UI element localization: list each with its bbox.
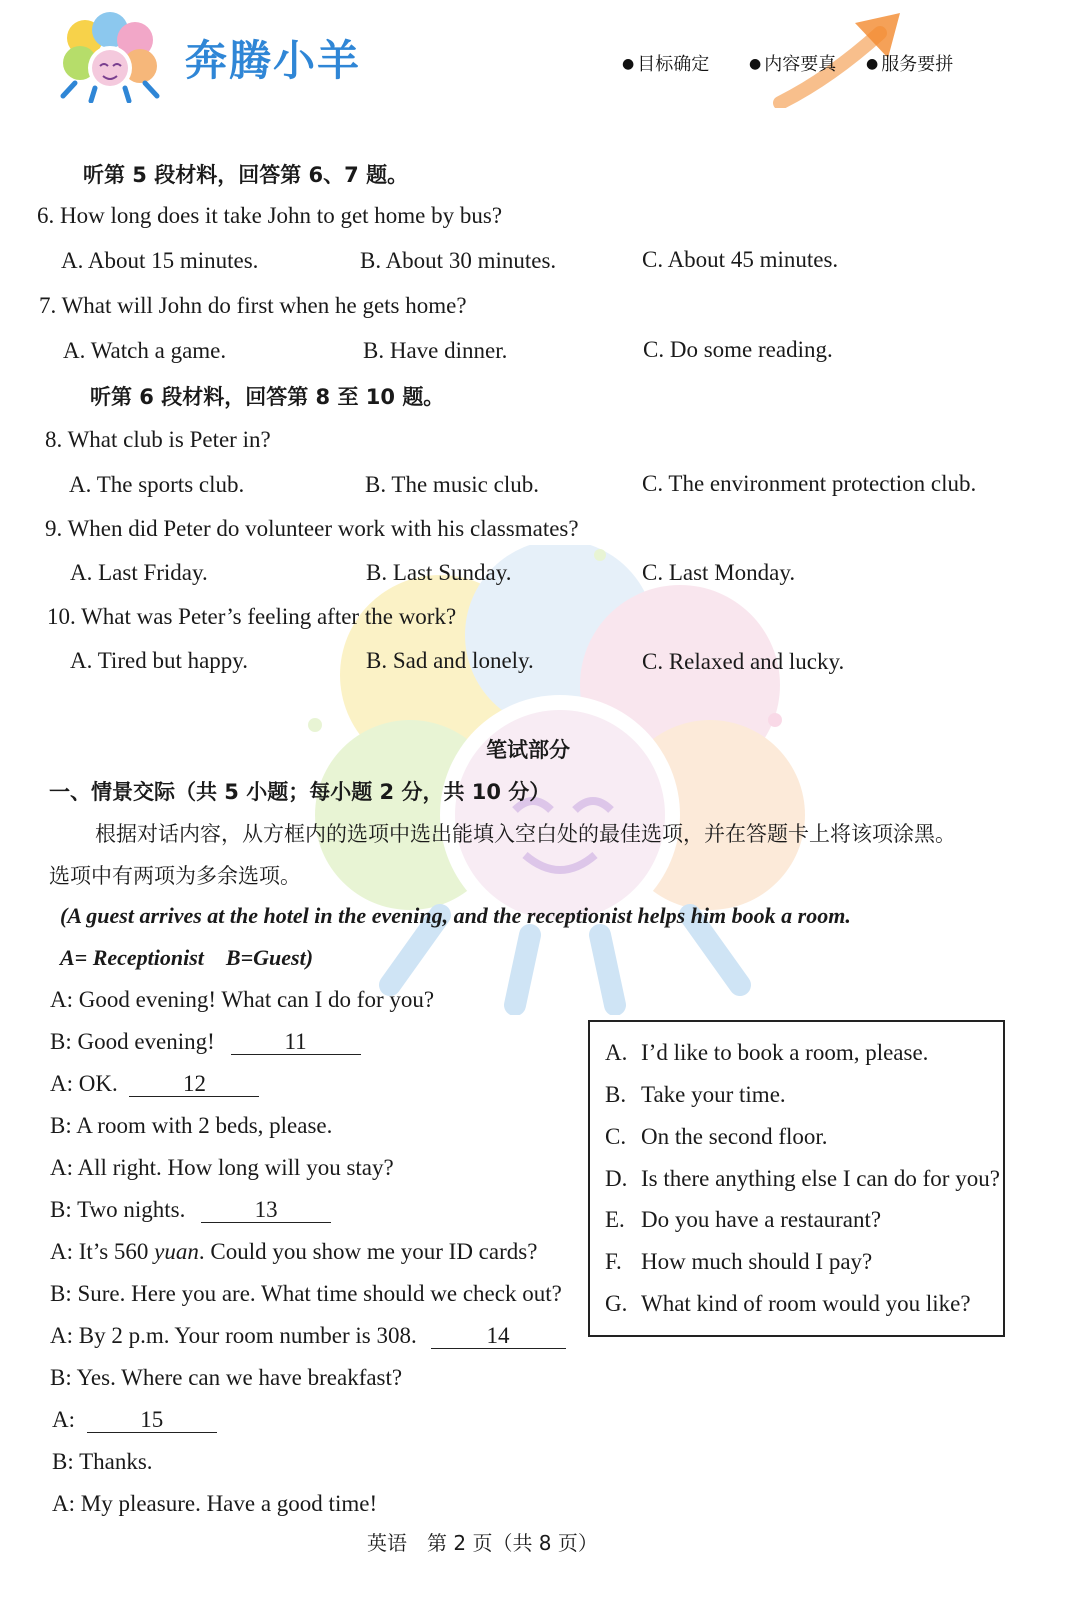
q10-option-c: C. Relaxed and lucky. — [642, 649, 845, 674]
dialogue-text: A: OK. — [50, 1071, 118, 1096]
q6-stem: 6. How long does it take John to get home by bus? — [37, 203, 503, 228]
q9-option-a: A. Last Friday. — [70, 560, 208, 585]
q8-stem: 8. What club is Peter in? — [45, 427, 271, 452]
option-letter: F. — [605, 1249, 622, 1274]
dialogue-line: B: Yes. Where can we have breakfast? — [50, 1365, 403, 1390]
q10-stem: 10. What was Peter’s feeling after the work? — [47, 604, 457, 629]
option-f — [605, 1249, 872, 1275]
option-b — [605, 1082, 786, 1108]
q6-option-b: B. About 30 minutes. — [360, 248, 557, 273]
blank-13[interactable]: 13 — [201, 1198, 331, 1223]
option-letter: D. — [605, 1166, 628, 1191]
option-a — [605, 1040, 928, 1066]
dialogue-line — [50, 1071, 259, 1097]
dialogue-line: A: Good evening! What can I do for you? — [50, 987, 435, 1012]
instruction-line1: 根据对话内容，从方框内的选项中选出能填入空白处的最佳选项，并在答题卡上将该项涂黑。 — [95, 822, 956, 846]
brand-name: 奔腾小羊 — [185, 36, 362, 85]
dialogue-line: B: Thanks. — [52, 1449, 153, 1474]
q7-option-b: B. Have dinner. — [363, 338, 508, 363]
q8-option-b: B. The music club. — [365, 472, 539, 497]
option-text: I’d like to book a room, please. — [641, 1040, 929, 1065]
q10-option-a: A. Tired but happy. — [70, 648, 249, 673]
blank-11[interactable]: 11 — [231, 1030, 361, 1055]
dialogue-line: B: A room with 2 beds, please. — [50, 1113, 333, 1138]
instruction-line2: 选项中有两项为多余选项。 — [49, 864, 301, 888]
option-text: How much should I pay? — [641, 1249, 873, 1274]
dialogue-text-yuan: yuan — [154, 1239, 199, 1264]
q8-option-a: A. The sports club. — [69, 472, 245, 497]
written-section-title: 笔试部分 — [486, 738, 570, 762]
roles-text: A= Receptionist B=Guest) — [60, 945, 314, 970]
dialogue-line — [50, 1239, 537, 1265]
tag-service: ● 服务要拼 — [866, 50, 953, 76]
section5-heading: 听第 5 段材料，回答第 6、7 题。 — [83, 163, 409, 187]
option-text: Take your time. — [641, 1082, 786, 1107]
dialogue-line: A: My pleasure. Have a good time! — [52, 1491, 378, 1516]
dialogue-text: A: It’s 560 — [50, 1239, 155, 1264]
dialogue-line — [50, 1029, 361, 1055]
dialogue-line — [50, 1323, 566, 1349]
option-c — [605, 1124, 828, 1150]
q6-option-c: C. About 45 minutes. — [642, 247, 839, 272]
option-e — [605, 1207, 881, 1233]
q7-option-c: C. Do some reading. — [643, 337, 833, 362]
dialogue-line — [52, 1407, 217, 1433]
tag-content: ● 内容要真 — [749, 50, 836, 76]
option-letter: C. — [605, 1124, 627, 1149]
blank-14[interactable]: 14 — [431, 1324, 566, 1349]
dialogue-line — [50, 1197, 331, 1223]
q10-option-b: B. Sad and lonely. — [366, 648, 534, 673]
dialogue-text: B: Good evening! — [50, 1029, 215, 1054]
section6-heading: 听第 6 段材料，回答第 8 至 10 题。 — [90, 385, 445, 409]
dialogue-text: B: Two nights. — [50, 1197, 186, 1222]
option-g — [605, 1291, 971, 1317]
option-text: Is there anything else I can do for you? — [641, 1166, 1000, 1191]
q7-stem: 7. What will John do first when he gets home? — [39, 293, 467, 318]
q9-stem: 9. When did Peter do volunteer work with his classmates? — [45, 516, 579, 541]
dialogue-line: A: All right. How long will you stay? — [50, 1155, 394, 1180]
part1-heading: 一、情景交际（共 5 小题；每小题 2 分，共 10 分） — [49, 780, 551, 804]
blank-12[interactable]: 12 — [129, 1072, 259, 1097]
tag-goal: ● 目标确定 — [622, 50, 709, 76]
dialogue-text: A: — [52, 1407, 75, 1432]
page-footer: 英语 第 2 页（共 8 页） — [367, 1531, 598, 1555]
option-text: On the second floor. — [641, 1124, 828, 1149]
dialogue-text: A: By 2 p.m. Your room number is 308. — [50, 1323, 417, 1348]
option-letter: E. — [605, 1207, 625, 1232]
option-letter: G. — [605, 1291, 628, 1316]
dialogue-text: . Could you show me your ID cards? — [198, 1239, 538, 1264]
option-text: What kind of room would you like? — [641, 1291, 971, 1316]
q9-option-c: C. Last Monday. — [642, 560, 796, 585]
option-text: Do you have a restaurant? — [641, 1207, 882, 1232]
dialogue-line: B: Sure. Here you are. What time should we check out? — [50, 1281, 562, 1306]
brand-logo-icon — [55, 8, 165, 103]
q8-option-c: C. The environment protection club. — [642, 471, 977, 496]
q9-option-b: B. Last Sunday. — [366, 560, 512, 585]
option-letter: B. — [605, 1082, 627, 1107]
blank-15[interactable]: 15 — [87, 1408, 217, 1433]
option-letter: A. — [605, 1040, 628, 1065]
option-d — [605, 1166, 1000, 1192]
scenario-text: (A guest arrives at the hotel in the evening, and the receptionist helps him book a room. — [60, 903, 851, 928]
q7-option-a: A. Watch a game. — [63, 338, 227, 363]
q6-option-a: A. About 15 minutes. — [61, 248, 259, 273]
